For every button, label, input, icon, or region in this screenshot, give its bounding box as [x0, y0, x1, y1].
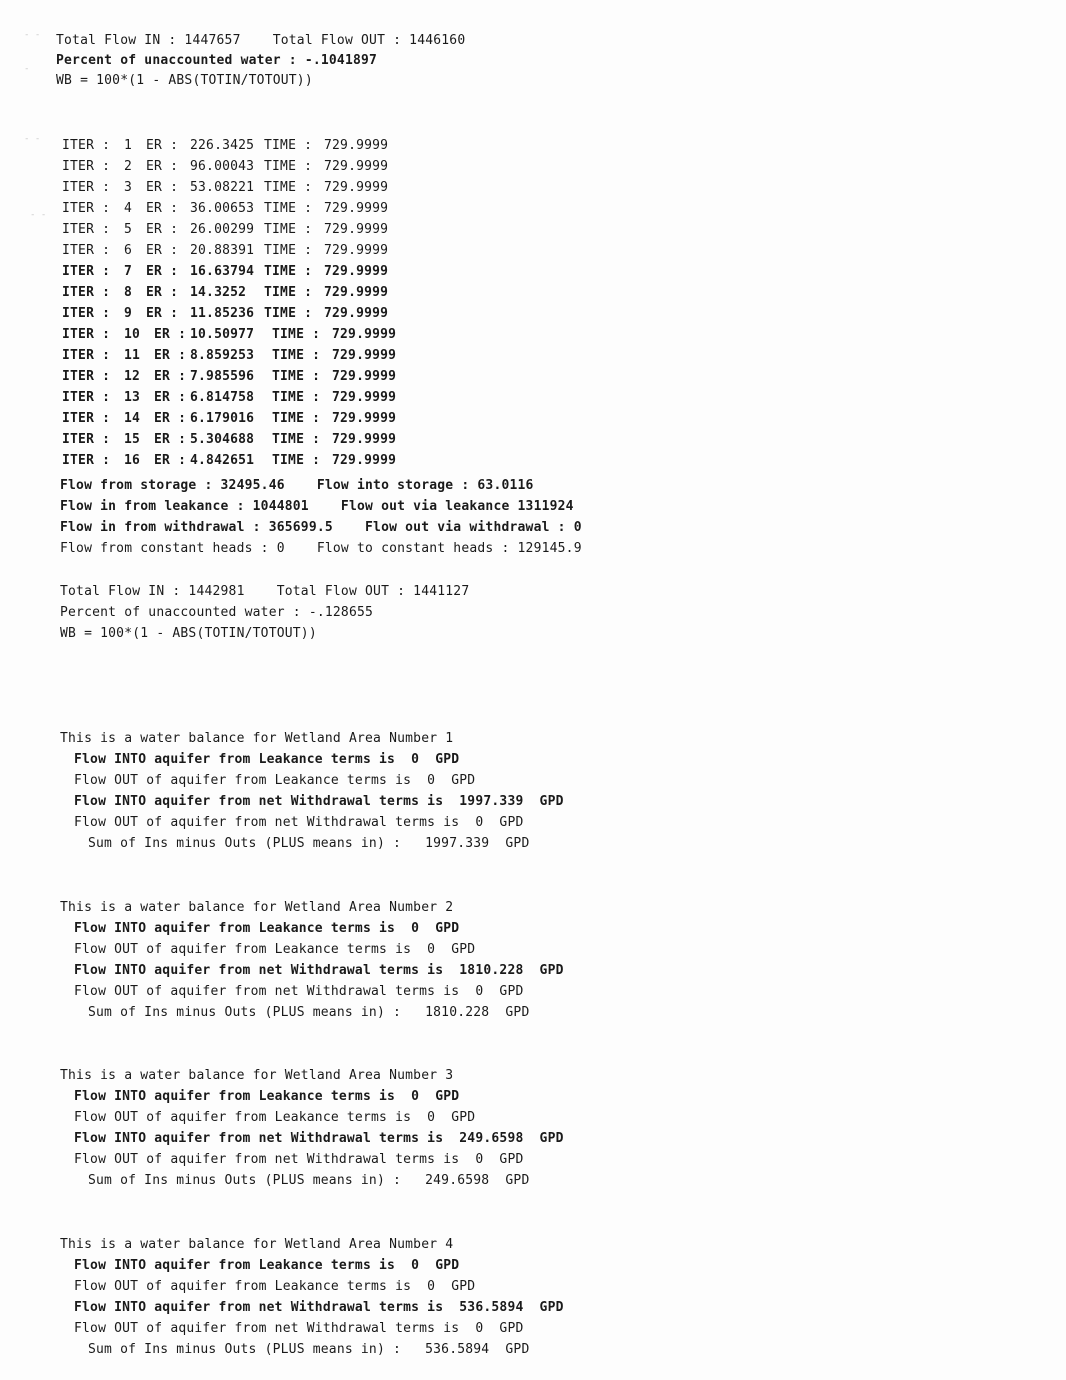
wetland-flow-line: Flow INTO aquifer from Leakance terms is 0 GPD	[74, 1258, 460, 1273]
er-label: ER :	[154, 390, 187, 405]
wetland-flow-line: Flow OUT of aquifer from net Withdrawal terms is 0 GPD	[74, 815, 524, 830]
wetland-flow-line: Flow OUT of aquifer from net Withdrawal terms is 0 GPD	[74, 1152, 524, 1167]
iteration-row	[62, 138, 462, 154]
wetland-flow-line: Flow INTO aquifer from net Withdrawal terms is 1810.228 GPD	[74, 963, 564, 978]
er-value: 16.63794	[190, 264, 255, 279]
er-value: 53.08221	[190, 180, 255, 195]
er-label: ER :	[154, 411, 187, 426]
time-value: 729.9999	[324, 222, 389, 237]
iter-number: 14	[124, 411, 141, 426]
scan-mark: -	[24, 64, 30, 74]
wetland-sum-line: Sum of Ins minus Outs (PLUS means in) : 249.6598 GPD	[88, 1173, 530, 1188]
iter-label: ITER :	[62, 180, 111, 195]
er-value: 20.88391	[190, 243, 255, 258]
time-value: 729.9999	[324, 180, 389, 195]
er-value: 6.814758	[190, 390, 255, 405]
iteration-row	[62, 306, 462, 322]
wetland-title: This is a water balance for Wetland Area Number 1	[60, 731, 454, 746]
header-line: WB = 100*(1 - ABS(TOTIN/TOTOUT))	[56, 73, 313, 88]
iter-number: 13	[124, 390, 141, 405]
iter-label: ITER :	[62, 327, 111, 342]
er-label: ER :	[154, 453, 187, 468]
wetland-flow-line: Flow OUT of aquifer from net Withdrawal terms is 0 GPD	[74, 984, 524, 999]
wetland-flow-line: Flow OUT of aquifer from Leakance terms is 0 GPD	[74, 942, 476, 957]
iter-number: 8	[124, 285, 133, 300]
er-value: 26.00299	[190, 222, 255, 237]
time-value: 729.9999	[332, 411, 397, 426]
er-value: 4.842651	[190, 453, 255, 468]
time-label: TIME :	[272, 348, 321, 363]
time-value: 729.9999	[332, 432, 397, 447]
er-value: 11.85236	[190, 306, 255, 321]
time-label: TIME :	[264, 285, 313, 300]
iteration-row	[62, 411, 462, 427]
iter-label: ITER :	[62, 201, 111, 216]
iteration-row	[62, 243, 462, 259]
iter-label: ITER :	[62, 369, 111, 384]
time-label: TIME :	[272, 432, 321, 447]
time-value: 729.9999	[332, 453, 397, 468]
wetland-flow-line: Flow INTO aquifer from Leakance terms is 0 GPD	[74, 1089, 460, 1104]
time-value: 729.9999	[332, 327, 397, 342]
iter-label: ITER :	[62, 306, 111, 321]
wetland-flow-line: Flow INTO aquifer from net Withdrawal terms is 536.5894 GPD	[74, 1300, 564, 1315]
er-value: 8.859253	[190, 348, 255, 363]
time-value: 729.9999	[324, 306, 389, 321]
time-value: 729.9999	[324, 201, 389, 216]
iter-number: 10	[124, 327, 141, 342]
er-value: 36.00653	[190, 201, 255, 216]
iteration-row	[62, 159, 462, 175]
er-label: ER :	[146, 138, 179, 153]
er-value: 14.3252	[190, 285, 247, 300]
er-label: ER :	[154, 369, 187, 384]
flow-line: Flow from storage : 32495.46 Flow into storage : 63.0116	[60, 478, 534, 493]
iter-label: ITER :	[62, 159, 111, 174]
iteration-row	[62, 264, 462, 280]
iter-label: ITER :	[62, 432, 111, 447]
wetland-flow-line: Flow OUT of aquifer from Leakance terms is 0 GPD	[74, 1110, 476, 1125]
wetland-flow-line: Flow INTO aquifer from Leakance terms is 0 GPD	[74, 752, 460, 767]
er-value: 96.00043	[190, 159, 255, 174]
iter-number: 15	[124, 432, 141, 447]
totals-line: WB = 100*(1 - ABS(TOTIN/TOTOUT))	[60, 626, 317, 641]
time-label: TIME :	[264, 180, 313, 195]
time-value: 729.9999	[324, 159, 389, 174]
er-label: ER :	[146, 306, 179, 321]
time-label: TIME :	[264, 243, 313, 258]
iter-label: ITER :	[62, 453, 111, 468]
er-value: 5.304688	[190, 432, 255, 447]
iter-label: ITER :	[62, 411, 111, 426]
time-label: TIME :	[264, 138, 313, 153]
iter-label: ITER :	[62, 264, 111, 279]
er-label: ER :	[146, 201, 179, 216]
time-label: TIME :	[264, 306, 313, 321]
er-value: 226.3425	[190, 138, 255, 153]
iter-label: ITER :	[62, 390, 111, 405]
iteration-row	[62, 180, 462, 196]
iter-label: ITER :	[62, 348, 111, 363]
iteration-row	[62, 222, 462, 238]
iter-number: 4	[124, 201, 133, 216]
flow-line: Flow from constant heads : 0 Flow to constant heads : 129145.9	[60, 541, 582, 556]
header-line: Percent of unaccounted water : -.1041897	[56, 53, 378, 68]
iter-number: 5	[124, 222, 133, 237]
wetland-sum-line: Sum of Ins minus Outs (PLUS means in) : 1810.228 GPD	[88, 1005, 530, 1020]
er-label: ER :	[146, 222, 179, 237]
er-label: ER :	[146, 243, 179, 258]
flow-line: Flow in from withdrawal : 365699.5 Flow out via withdrawal : 0	[60, 520, 582, 535]
iteration-row	[62, 369, 462, 385]
time-label: TIME :	[264, 201, 313, 216]
time-label: TIME :	[272, 327, 321, 342]
er-value: 7.985596	[190, 369, 255, 384]
wetland-sum-line: Sum of Ins minus Outs (PLUS means in) : 536.5894 GPD	[88, 1342, 530, 1357]
iter-label: ITER :	[62, 243, 111, 258]
wetland-flow-line: Flow OUT of aquifer from Leakance terms is 0 GPD	[74, 1279, 476, 1294]
time-label: TIME :	[264, 222, 313, 237]
header-line: Total Flow IN : 1447657 Total Flow OUT : 1446160	[56, 33, 466, 48]
wetland-flow-line: Flow INTO aquifer from net Withdrawal terms is 1997.339 GPD	[74, 794, 564, 809]
iter-number: 3	[124, 180, 133, 195]
iter-number: 16	[124, 453, 141, 468]
time-value: 729.9999	[324, 264, 389, 279]
totals-line: Percent of unaccounted water : -.128655	[60, 605, 374, 620]
iteration-row	[62, 285, 462, 301]
er-label: ER :	[146, 159, 179, 174]
wetland-flow-line: Flow INTO aquifer from Leakance terms is 0 GPD	[74, 921, 460, 936]
er-label: ER :	[146, 285, 179, 300]
iter-label: ITER :	[62, 285, 111, 300]
er-label: ER :	[154, 348, 187, 363]
scan-mark: - -	[24, 134, 41, 144]
totals-line: Total Flow IN : 1442981 Total Flow OUT : 1441127	[60, 584, 470, 599]
iter-number: 9	[124, 306, 133, 321]
wetland-flow-line: Flow OUT of aquifer from Leakance terms is 0 GPD	[74, 773, 476, 788]
time-label: TIME :	[272, 390, 321, 405]
iter-number: 2	[124, 159, 133, 174]
time-label: TIME :	[264, 264, 313, 279]
time-value: 729.9999	[324, 243, 389, 258]
er-label: ER :	[154, 432, 187, 447]
iter-label: ITER :	[62, 138, 111, 153]
er-label: ER :	[146, 264, 179, 279]
wetland-sum-line: Sum of Ins minus Outs (PLUS means in) : 1997.339 GPD	[88, 836, 530, 851]
iter-number: 1	[124, 138, 133, 153]
iter-number: 12	[124, 369, 141, 384]
wetland-title: This is a water balance for Wetland Area Number 4	[60, 1237, 454, 1252]
flow-line: Flow in from leakance : 1044801 Flow out via leakance 1311924	[60, 499, 574, 514]
iter-label: ITER :	[62, 222, 111, 237]
time-value: 729.9999	[324, 285, 389, 300]
time-label: TIME :	[264, 159, 313, 174]
iteration-row	[62, 327, 462, 343]
er-value: 10.50977	[190, 327, 255, 342]
iteration-row	[62, 432, 462, 448]
iteration-row	[62, 201, 462, 217]
iter-number: 11	[124, 348, 141, 363]
iteration-row	[62, 453, 462, 469]
time-label: TIME :	[272, 453, 321, 468]
time-value: 729.9999	[332, 369, 397, 384]
iter-number: 7	[124, 264, 133, 279]
iter-number: 6	[124, 243, 133, 258]
time-value: 729.9999	[332, 348, 397, 363]
iteration-row	[62, 390, 462, 406]
iteration-row	[62, 348, 462, 364]
wetland-flow-line: Flow INTO aquifer from net Withdrawal terms is 249.6598 GPD	[74, 1131, 564, 1146]
time-value: 729.9999	[332, 390, 397, 405]
er-label: ER :	[146, 180, 179, 195]
time-label: TIME :	[272, 411, 321, 426]
scan-mark: - -	[30, 210, 47, 220]
time-label: TIME :	[272, 369, 321, 384]
wetland-title: This is a water balance for Wetland Area Number 3	[60, 1068, 454, 1083]
wetland-title: This is a water balance for Wetland Area Number 2	[60, 900, 454, 915]
er-value: 6.179016	[190, 411, 255, 426]
time-value: 729.9999	[324, 138, 389, 153]
scan-mark: - -	[24, 30, 41, 40]
er-label: ER :	[154, 327, 187, 342]
wetland-flow-line: Flow OUT of aquifer from net Withdrawal terms is 0 GPD	[74, 1321, 524, 1336]
